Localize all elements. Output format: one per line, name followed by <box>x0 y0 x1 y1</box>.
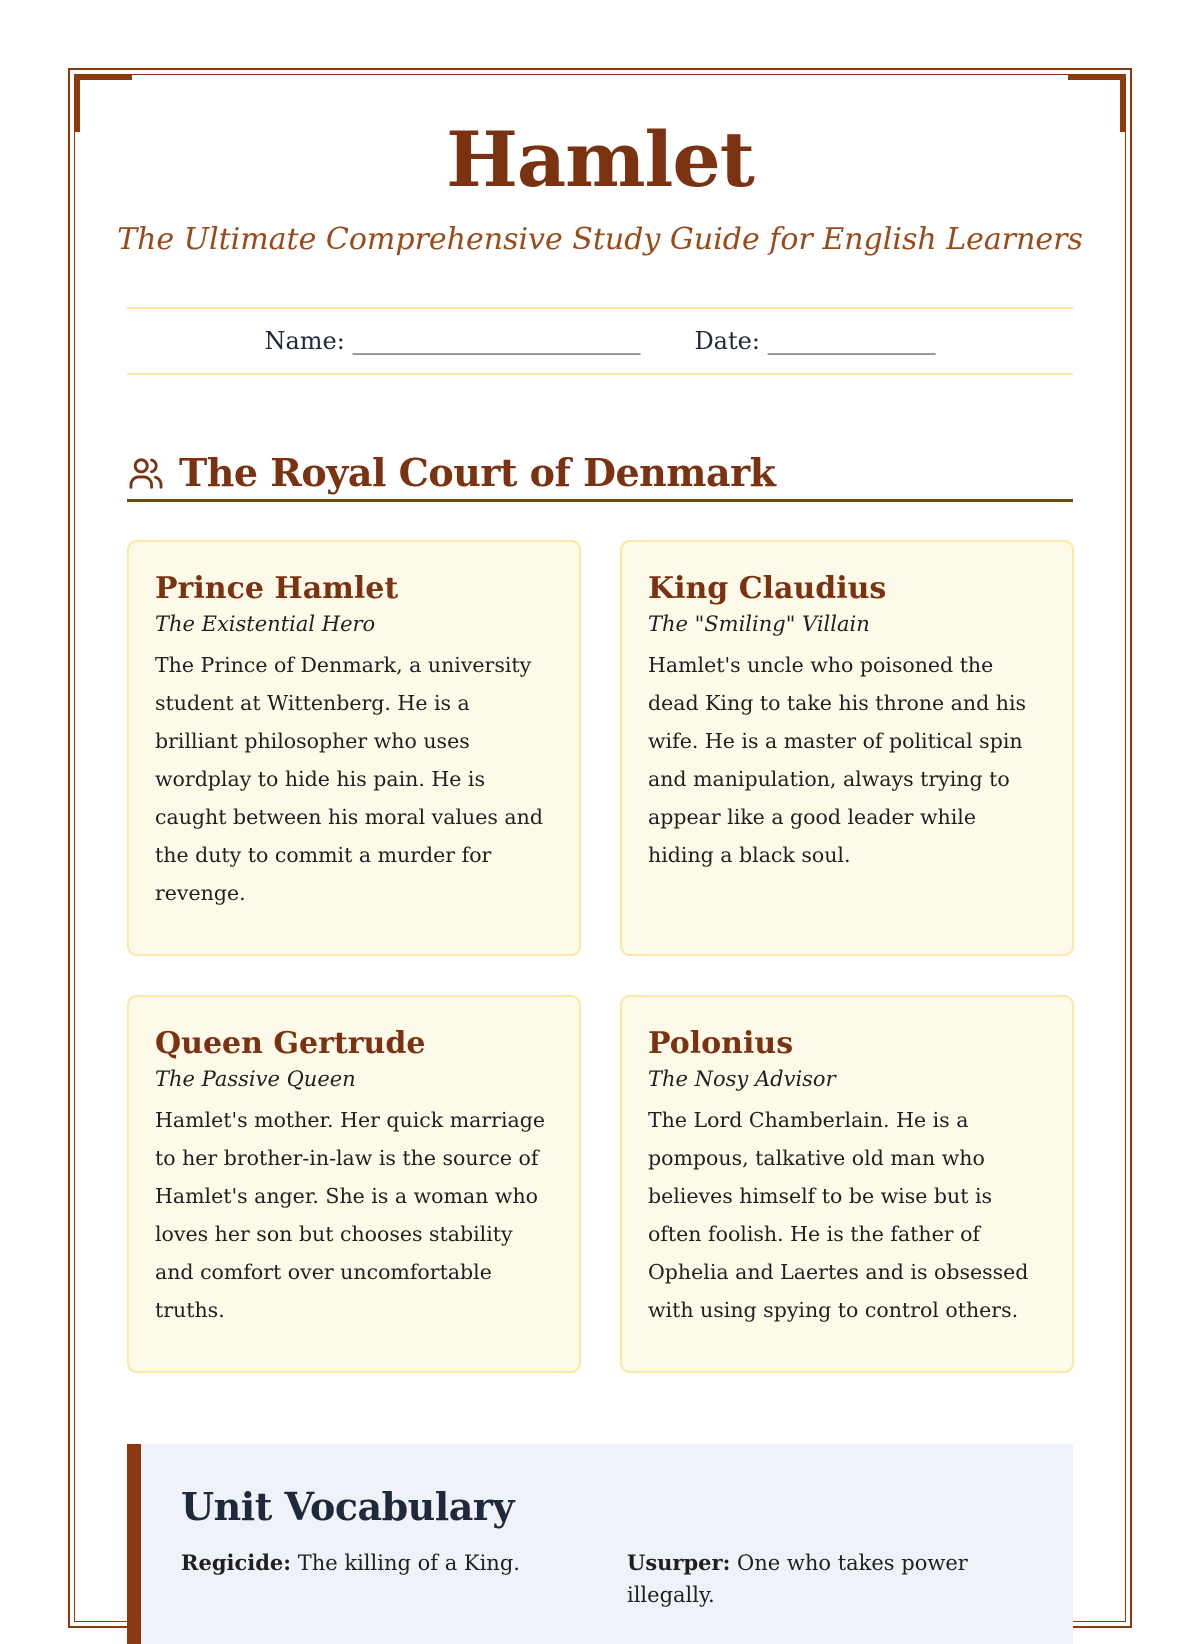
character-role: The "Smiling" Villain <box>648 611 870 636</box>
character-description: The Lord Chamberlain. He is a pompous, talkative old man who believes himself to be wise but is often foolish. He is the father of Ophelia and Laertes and is obsessed with using spying to control others. <box>648 1107 1029 1322</box>
character-card-gertrude <box>127 995 581 1373</box>
section-title: The Royal Court of Denmark <box>179 450 776 495</box>
character-name: Polonius <box>648 1026 794 1061</box>
vocab-item <box>181 1547 587 1611</box>
vocabulary-heading: Unit Vocabulary <box>181 1484 514 1529</box>
date-label: Date: <box>694 327 760 355</box>
character-role: The Nosy Advisor <box>648 1066 836 1091</box>
character-role: The Existential Hero <box>155 611 376 636</box>
date-field[interactable] <box>694 327 935 355</box>
date-blank[interactable]: ______________ <box>767 327 936 355</box>
page-title: Hamlet <box>446 115 754 204</box>
name-label: Name: <box>264 327 345 355</box>
vocab-definition: The killing of a King. <box>297 1551 520 1575</box>
page-subtitle: The Ultimate Comprehensive Study Guide for English Learners <box>117 222 1083 257</box>
name-field[interactable] <box>264 327 640 355</box>
character-description: Hamlet's uncle who poisoned the dead King to take his throne and his wife. He is a master of political spin and manipulation, always trying to appear like a good leader while hiding a black soul. <box>648 652 1027 867</box>
character-name: Queen Gertrude <box>155 1026 426 1061</box>
vocab-item <box>627 1547 1033 1611</box>
users-icon <box>127 454 165 492</box>
vocab-definition: One who takes power illegally. <box>627 1551 968 1607</box>
vocabulary-list <box>181 1547 1033 1611</box>
characters-section-heading <box>127 446 1073 502</box>
character-card-claudius <box>620 540 1074 956</box>
character-description: The Prince of Denmark, a university student at Wittenberg. He is a brilliant philosopher who uses wordplay to hide his pain. He is caught between his moral values and the duty to commit a murder for revenge. <box>155 652 543 905</box>
vocab-term: Regicide: <box>181 1550 292 1575</box>
character-description: Hamlet's mother. Her quick marriage to her brother-in-law is the source of Hamlet's anger. She is a woman who loves her son but chooses stability and comfort over uncomfortable truths. <box>155 1107 545 1322</box>
character-role: The Passive Queen <box>155 1066 356 1091</box>
vocabulary-box <box>127 1444 1073 1644</box>
character-card-hamlet <box>127 540 581 956</box>
character-name: King Claudius <box>648 571 887 606</box>
character-card-polonius <box>620 995 1074 1373</box>
character-name: Prince Hamlet <box>155 571 399 606</box>
vocab-term: Usurper: <box>627 1550 731 1575</box>
name-blank[interactable]: ________________________ <box>352 327 641 355</box>
student-info-row <box>127 307 1073 375</box>
